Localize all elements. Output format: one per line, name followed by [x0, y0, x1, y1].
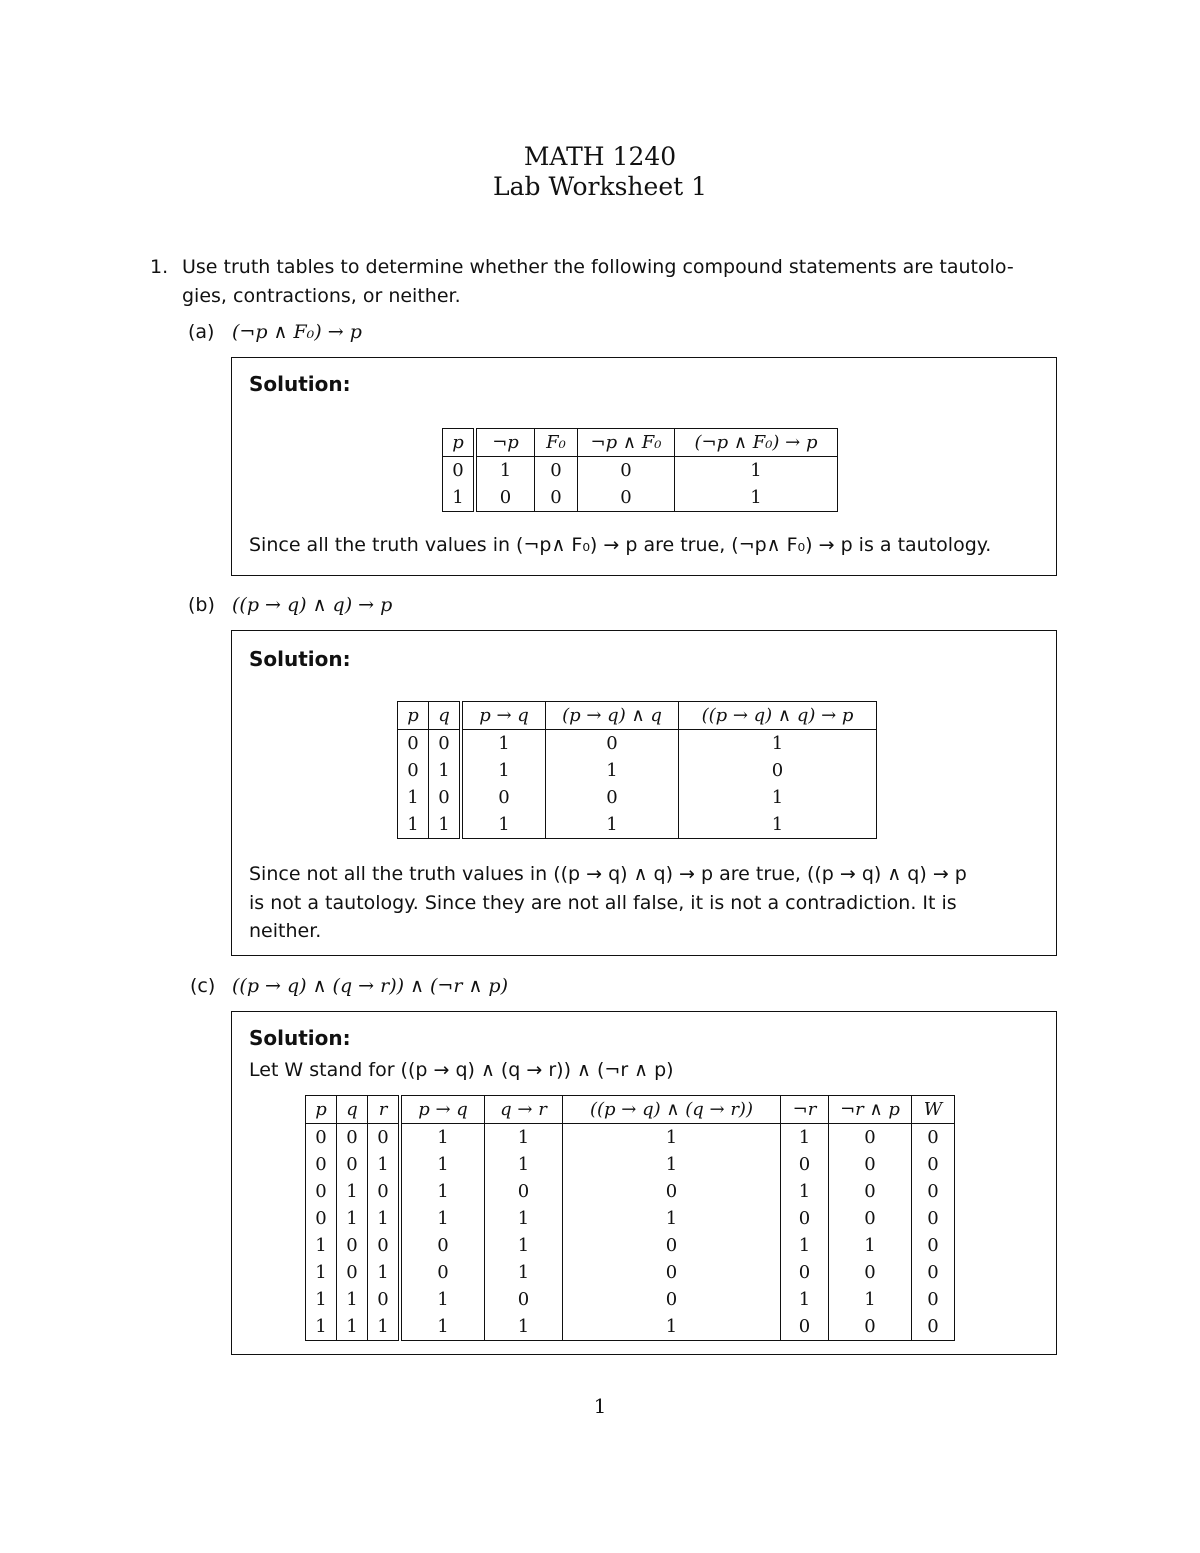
table-cell: 0 — [829, 1205, 912, 1232]
page-number: 1 — [593, 1394, 607, 1418]
table-cell: 1 — [563, 1151, 781, 1178]
table-cell: 1 — [337, 1205, 368, 1232]
table-cell: 1 — [368, 1151, 401, 1178]
solution-label-a: Solution: — [249, 372, 351, 396]
part-a-expression: (¬p ∧ F₀) → p — [232, 321, 362, 343]
table-cell: 1 — [679, 811, 877, 839]
table-cell: 1 — [563, 1124, 781, 1152]
table-row — [306, 1259, 955, 1286]
table-cell: 1 — [368, 1313, 401, 1341]
solution-box-a — [231, 357, 1057, 576]
truth-table-a — [442, 428, 838, 512]
table-cell: 0 — [368, 1124, 401, 1152]
conclusion-b-line3: neither. — [249, 920, 322, 942]
table-cell: 1 — [337, 1178, 368, 1205]
table-row — [306, 1124, 955, 1152]
table-cell: 0 — [546, 784, 679, 811]
table-cell: 1 — [675, 457, 838, 485]
table-cell: 0 — [429, 730, 462, 758]
table-cell: 1 — [781, 1124, 829, 1152]
table-cell: 1 — [400, 1286, 485, 1313]
table-cell: 0 — [485, 1286, 563, 1313]
table-cell: 1 — [337, 1286, 368, 1313]
column-header: p — [398, 702, 429, 730]
column-header: p — [306, 1096, 337, 1124]
table-cell: 1 — [781, 1232, 829, 1259]
table-cell: 0 — [679, 757, 877, 784]
part-a-label: (a) — [188, 321, 215, 343]
table-cell: 1 — [368, 1259, 401, 1286]
column-header: q → r — [485, 1096, 563, 1124]
column-header: ¬p ∧ F₀ — [578, 429, 675, 457]
table-cell: 1 — [461, 811, 546, 839]
problem-text-line2: gies, contractions, or neither. — [182, 285, 461, 307]
table-cell: 0 — [912, 1178, 955, 1205]
conclusion-b-line2: is not a tautology. Since they are not all false, it is not a contradiction. It is — [249, 892, 957, 914]
part-b-expression: ((p → q) ∧ q) → p — [232, 594, 393, 616]
column-header: p → q — [461, 702, 546, 730]
table-cell: 1 — [400, 1313, 485, 1341]
table-cell: 0 — [781, 1151, 829, 1178]
table-cell: 0 — [337, 1124, 368, 1152]
table-cell: 1 — [679, 730, 877, 758]
table-cell: 1 — [400, 1151, 485, 1178]
table-cell: 1 — [398, 784, 429, 811]
column-header: (¬p ∧ F₀) → p — [675, 429, 838, 457]
table-cell: 0 — [306, 1205, 337, 1232]
table-cell: 0 — [546, 730, 679, 758]
table-cell: 0 — [781, 1259, 829, 1286]
table-cell: 0 — [829, 1124, 912, 1152]
table-row — [306, 1232, 955, 1259]
table-cell: 0 — [306, 1151, 337, 1178]
table-row — [306, 1313, 955, 1341]
column-header: q — [337, 1096, 368, 1124]
table-cell: 0 — [912, 1232, 955, 1259]
table-cell: 1 — [829, 1286, 912, 1313]
table-cell: 0 — [443, 457, 476, 485]
column-header: r — [368, 1096, 401, 1124]
table-cell: 1 — [368, 1205, 401, 1232]
table-row — [306, 1205, 955, 1232]
table-cell: 1 — [781, 1178, 829, 1205]
table-cell: 1 — [398, 811, 429, 839]
table-cell: 0 — [485, 1178, 563, 1205]
column-header: ¬r ∧ p — [829, 1096, 912, 1124]
column-header: ¬r — [781, 1096, 829, 1124]
table-cell: 1 — [400, 1205, 485, 1232]
table-cell: 0 — [398, 757, 429, 784]
table-row — [398, 757, 877, 784]
table-cell: 1 — [306, 1286, 337, 1313]
solution-label-c: Solution: — [249, 1026, 351, 1050]
table-cell: 1 — [546, 811, 679, 839]
table-row — [398, 730, 877, 758]
table-cell: 0 — [578, 484, 675, 512]
table-cell: 0 — [781, 1205, 829, 1232]
table-row — [306, 1178, 955, 1205]
table-cell: 1 — [400, 1124, 485, 1152]
table-cell: 1 — [485, 1232, 563, 1259]
column-header: p → q — [400, 1096, 485, 1124]
table-cell: 1 — [563, 1313, 781, 1341]
table-cell: 1 — [546, 757, 679, 784]
truth-table-c — [305, 1095, 955, 1341]
table-cell: 0 — [829, 1313, 912, 1341]
table-cell: 1 — [429, 757, 462, 784]
solution-box-b — [231, 630, 1057, 956]
table-cell: 0 — [398, 730, 429, 758]
table-cell: 0 — [912, 1286, 955, 1313]
column-header: q — [429, 702, 462, 730]
conclusion-b-line1: Since not all the truth values in ((p → q) ∧ q) → p are true, ((p → q) ∧ q) → p — [249, 863, 967, 885]
table-cell: 0 — [368, 1286, 401, 1313]
column-header: (p → q) ∧ q — [546, 702, 679, 730]
table-cell: 1 — [461, 757, 546, 784]
table-cell: 1 — [485, 1205, 563, 1232]
table-cell: 0 — [306, 1124, 337, 1152]
let-w-statement: Let W stand for ((p → q) ∧ (q → r)) ∧ (¬r ∧ p) — [249, 1059, 674, 1081]
table-cell: 0 — [400, 1259, 485, 1286]
table-row — [443, 484, 838, 512]
table-cell: 1 — [475, 457, 535, 485]
column-header: W — [912, 1096, 955, 1124]
table-row — [443, 457, 838, 485]
table-cell: 0 — [912, 1205, 955, 1232]
table-cell: 0 — [781, 1313, 829, 1341]
problem-number: 1. — [150, 256, 169, 278]
table-row — [398, 811, 877, 839]
table-cell: 0 — [578, 457, 675, 485]
table-cell: 1 — [485, 1151, 563, 1178]
solution-box-c — [231, 1011, 1057, 1355]
table-cell: 1 — [485, 1259, 563, 1286]
table-row — [306, 1151, 955, 1178]
column-header: ((p → q) ∧ (q → r)) — [563, 1096, 781, 1124]
conclusion-a: Since all the truth values in (¬p∧ F₀) → p are true, (¬p∧ F₀) → p is a tautology. — [249, 534, 992, 556]
table-cell: 0 — [829, 1178, 912, 1205]
truth-table-b — [397, 701, 877, 839]
table-cell: 0 — [829, 1151, 912, 1178]
table-row — [398, 784, 877, 811]
table-cell: 1 — [443, 484, 476, 512]
table-cell: 0 — [337, 1151, 368, 1178]
part-c-label: (c) — [190, 975, 216, 997]
table-cell: 0 — [368, 1178, 401, 1205]
table-cell: 1 — [675, 484, 838, 512]
table-cell: 1 — [781, 1286, 829, 1313]
table-cell: 1 — [485, 1124, 563, 1152]
table-cell: 0 — [337, 1232, 368, 1259]
table-cell: 0 — [829, 1259, 912, 1286]
table-cell: 0 — [563, 1286, 781, 1313]
course-title: MATH 1240 — [523, 142, 677, 171]
table-cell: 1 — [306, 1313, 337, 1341]
table-cell: 0 — [535, 457, 578, 485]
problem-text-line1: Use truth tables to determine whether the following compound statements are tautolo- — [182, 256, 1014, 278]
table-cell: 1 — [429, 811, 462, 839]
solution-label-b: Solution: — [249, 647, 351, 671]
table-cell: 0 — [912, 1124, 955, 1152]
table-cell: 0 — [563, 1259, 781, 1286]
table-cell: 0 — [400, 1232, 485, 1259]
table-cell: 1 — [829, 1232, 912, 1259]
part-b-label: (b) — [188, 594, 215, 616]
table-cell: 0 — [306, 1178, 337, 1205]
column-header: F₀ — [535, 429, 578, 457]
column-header: ((p → q) ∧ q) → p — [679, 702, 877, 730]
part-c-expression: ((p → q) ∧ (q → r)) ∧ (¬r ∧ p) — [232, 975, 508, 997]
table-cell: 0 — [563, 1232, 781, 1259]
table-cell: 1 — [563, 1205, 781, 1232]
table-cell: 0 — [461, 784, 546, 811]
table-cell: 0 — [475, 484, 535, 512]
table-cell: 0 — [912, 1259, 955, 1286]
column-header: ¬p — [475, 429, 535, 457]
table-cell: 0 — [912, 1313, 955, 1341]
table-cell: 1 — [306, 1232, 337, 1259]
table-cell: 0 — [563, 1178, 781, 1205]
table-cell: 1 — [337, 1313, 368, 1341]
table-cell: 0 — [337, 1259, 368, 1286]
table-cell: 1 — [400, 1178, 485, 1205]
table-cell: 0 — [912, 1151, 955, 1178]
table-cell: 1 — [485, 1313, 563, 1341]
table-row — [306, 1286, 955, 1313]
table-cell: 1 — [461, 730, 546, 758]
worksheet-title: Lab Worksheet 1 — [492, 172, 708, 201]
column-header: p — [443, 429, 476, 457]
table-cell: 0 — [368, 1232, 401, 1259]
table-cell: 1 — [306, 1259, 337, 1286]
table-cell: 1 — [679, 784, 877, 811]
table-cell: 0 — [535, 484, 578, 512]
table-cell: 0 — [429, 784, 462, 811]
